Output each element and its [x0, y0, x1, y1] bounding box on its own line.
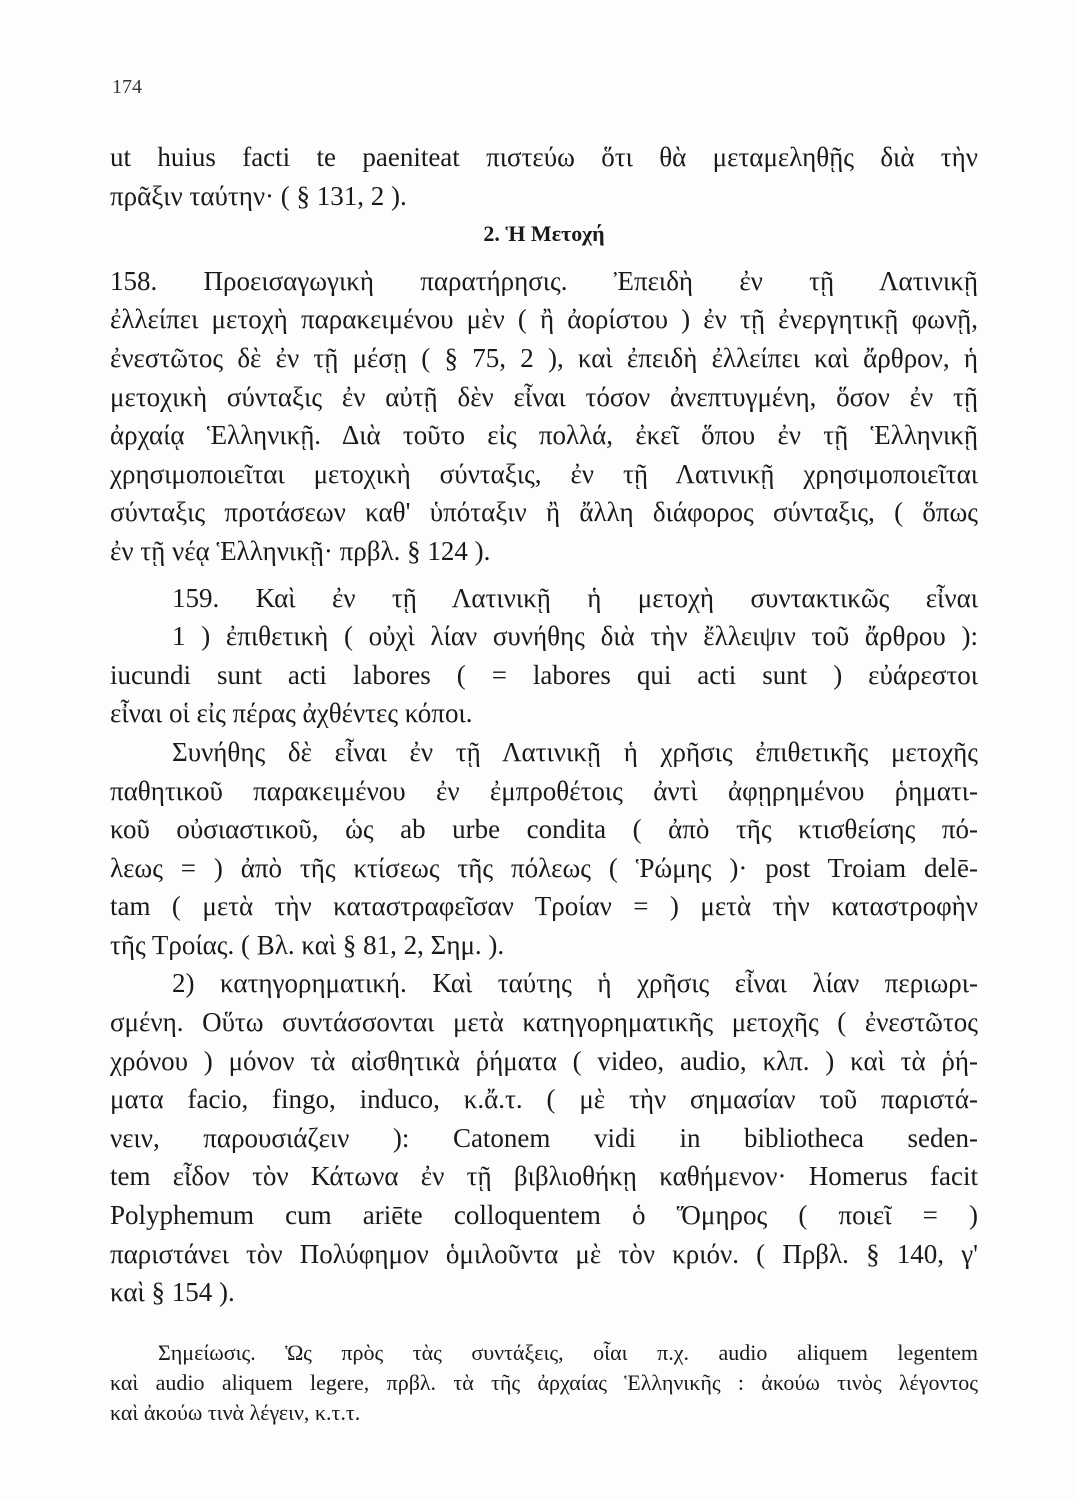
text-line: 2) κατηγορηματική. Καὶ ταύτης ἡ χρῆσις εἶναι λίαν περιωρι- — [172, 968, 978, 999]
text-line: καὶ § 154 ). — [110, 1277, 235, 1308]
text-line: νειν, παρουσιάζειν ): Catonem vidi in bibliotheca seden- — [110, 1122, 978, 1153]
text-line: χρόνου ) μόνον τὰ αἰσθητικὰ ῥήματα ( video, audio, κλπ. ) καὶ τὰ ῥή- — [110, 1045, 978, 1076]
text-line: κοῦ οὐσιαστικοῦ, ὡς ab urbe condita ( ἀπὸ τῆς κτισθείσης πό- — [110, 814, 978, 845]
text-line: ματα facio, fingo, induco, κ.ἄ.τ. ( μὲ τὴν σημασίαν τοῦ παριστά- — [110, 1084, 978, 1115]
section-heading: 2. Ἡ Μετοχή — [483, 221, 605, 247]
text-line: μετοχικὴ σύνταξις ἐν αὐτῇ δὲν εἶναι τόσον ἀνεπτυγμένη, ὅσον ἐν τῇ — [110, 381, 978, 412]
paragraph-158-heading-line: 158. Προεισαγωγικὴ παρατήρησις. Ἐπειδὴ ἐν τῇ Λατινικῇ — [110, 265, 978, 296]
text-line: ἀρχαίᾳ Ἑλληνικῇ. Διὰ τοῦτο εἰς πολλά, ἐκεῖ ὅπου ἐν τῇ Ἑλληνικῇ — [110, 420, 978, 451]
note-line: καὶ ἀκούω τινὰ λέγειν, κ.τ.τ. — [110, 1399, 361, 1425]
text-line: λεως = ) ἀπὸ τῆς κτίσεως τῆς πόλεως ( Ῥώμης )· post Troiam delē- — [110, 852, 978, 883]
text-line: σύνταξις προτάσεων καθ' ὑπόταξιν ἢ ἄλλη διάφορος σύνταξις, ( ὅπως — [110, 497, 978, 528]
page-number: 174 — [112, 76, 142, 98]
paragraph-159-heading-line: 159. Καὶ ἐν τῇ Λατινικῇ ἡ μετοχὴ συντακτικῶς εἶναι — [172, 582, 978, 613]
text-line: ἐλλείπει μετοχὴ παρακειμένου μὲν ( ἢ ἀορίστου ) ἐν τῇ ἐνεργητικῇ φωνῇ, — [110, 304, 978, 335]
text-line: ut huius facti te paeniteat πιστεύω ὅτι θὰ μεταμεληθῇς διὰ τὴν — [110, 142, 978, 172]
spacer — [110, 571, 978, 579]
note-line: καὶ audio aliquem legere, πρβλ. τὰ τῆς ἀρχαίας Ἑλληνικῆς : ἀκούω τινὸς λέγοντος — [110, 1369, 978, 1395]
body-text — [110, 138, 978, 1428]
text-line: εἶναι οἱ εἰς πέρας ἀχθέντες κόποι. — [110, 698, 473, 729]
text-line: σμένη. Οὕτω συντάσσονται μετὰ κατηγορηματικῆς μετοχῆς ( ἐνεστῶτος — [110, 1007, 978, 1038]
text-line: ἐνεστῶτος δὲ ἐν τῇ μέσῃ ( § 75, 2 ), καὶ ἐπειδὴ ἐλλείπει καὶ ἄρθρον, ἡ — [110, 342, 978, 373]
spacer — [110, 254, 978, 262]
text-line: παριστάνει τὸν Πολύφημον ὁμιλοῦντα μὲ τὸν κριόν. ( Πρβλ. § 140, γ' — [110, 1238, 978, 1269]
text-line: παθητικοῦ παρακειμένου ἐν ἐμπροθέτοις ἀντὶ ἀφῃρημένου ῥηματι- — [110, 775, 978, 806]
text-line: tem εἶδον τὸν Κάτωνα ἐν τῇ βιβλιοθήκῃ καθήμενον· Homerus facit — [110, 1161, 978, 1192]
text-line: ἐν τῇ νέᾳ Ἑλληνικῇ· πρβλ. § 124 ). — [110, 535, 491, 566]
text-line: iucundi sunt acti labores ( = labores qui acti sunt ) εὐάρεστοι — [110, 659, 978, 690]
text-line: πρᾶξιν ταύτην· ( § 131, 2 ). — [110, 180, 407, 211]
text-line: tam ( μετὰ τὴν καταστραφεῖσαν Τροίαν = ) μετὰ τὴν καταστροφὴν — [110, 891, 978, 922]
text-line: 1 ) ἐπιθετικὴ ( οὐχὶ λίαν συνήθης διὰ τὴν ἔλλειψιν τοῦ ἄρθρου ): — [172, 621, 978, 652]
spacer — [110, 1312, 978, 1338]
text-line: Συνήθης δὲ εἶναι ἐν τῇ Λατινικῇ ἡ χρῆσις ἐπιθετικῆς μετοχῆς — [172, 736, 978, 767]
text-line: τῆς Τροίας. ( Βλ. καὶ § 81, 2, Σημ. ). — [110, 929, 505, 960]
note-line: Σημείωσις. Ὡς πρὸς τὰς συντάξεις, οἷαι π.χ. audio aliquem legentem — [158, 1339, 978, 1365]
footnote — [110, 1338, 978, 1428]
text-line: χρησιμοποιεῖται μετοχικὴ σύνταξις, ἐν τῇ Λατινικῇ χρησιμοποιεῖται — [110, 458, 978, 489]
text-line: Polyphemum cum ariēte colloquentem ὁ Ὅμηρος ( ποιεῖ = ) — [110, 1200, 978, 1231]
